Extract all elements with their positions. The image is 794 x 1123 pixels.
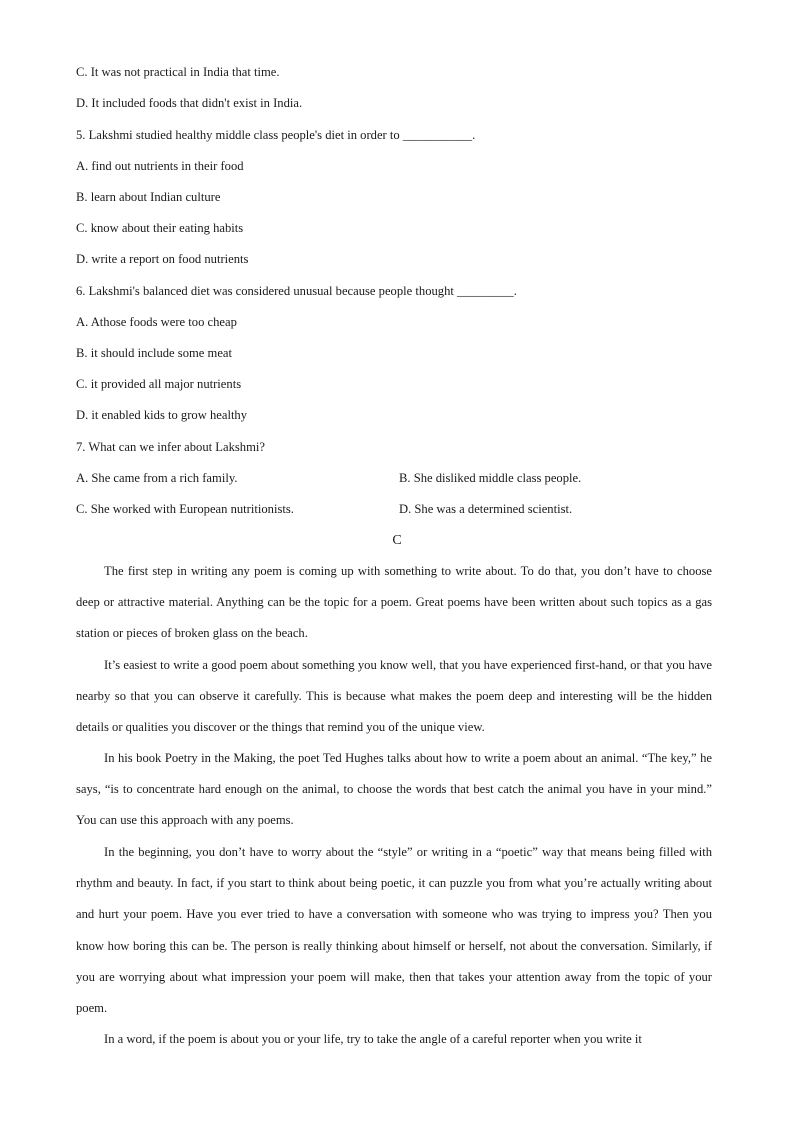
q5-question: 5. Lakshmi studied healthy middle class people's diet in order to ___________. bbox=[76, 128, 476, 142]
passage-paragraph-3: In his book Poetry in the Making, the poet Ted Hughes talks about how to write a poem about an animal. “The key,” he says, “is to concentrate hard enough on the animal, to choose the words that best catch the animal you have in your mind.” You can use this approach with any poems. bbox=[76, 751, 712, 828]
q7-option-c: C. She worked with European nutritionists. bbox=[76, 502, 294, 516]
q5-option-c: C. know about their eating habits bbox=[76, 221, 244, 235]
q5-option-b: B. learn about Indian culture bbox=[76, 190, 221, 204]
q6-option-c: C. it provided all major nutrients bbox=[76, 377, 242, 391]
passage-paragraph-2: It’s easiest to write a good poem about something you know well, that you have experienced first-hand, or that you have nearby so that you can observe it carefully. This is because what makes the poem deep and interesting will be the hidden details or qualities you discover or the things that remind you of the unique view. bbox=[76, 658, 712, 735]
q4-option-d: D. It included foods that didn't exist in India. bbox=[76, 96, 303, 110]
q7-option-a: A. She came from a rich family. bbox=[76, 471, 238, 485]
q7-question: 7. What can we infer about Lakshmi? bbox=[76, 440, 265, 454]
section-heading: C bbox=[392, 533, 402, 548]
q5-option-d: D. write a report on food nutrients bbox=[76, 252, 249, 266]
passage-paragraph-1: The first step in writing any poem is coming up with something to write about. To do that, you don’t have to choose deep or attractive material. Anything can be the topic for a poem. Great poems have been written about such topics as a gas station or pieces of broken glass on the beach. bbox=[76, 564, 712, 641]
q6-option-b: B. it should include some meat bbox=[76, 346, 233, 360]
q7-option-b: B. She disliked middle class people. bbox=[399, 471, 582, 485]
q7-option-d: D. She was a determined scientist. bbox=[399, 502, 573, 516]
q6-option-a: A. Athose foods were too cheap bbox=[76, 315, 237, 329]
q5-option-a: A. find out nutrients in their food bbox=[76, 159, 244, 173]
q6-question: 6. Lakshmi's balanced diet was considered unusual because people thought _________. bbox=[76, 284, 517, 298]
q4-option-c: C. It was not practical in India that time. bbox=[76, 65, 280, 79]
q6-option-d: D. it enabled kids to grow healthy bbox=[76, 408, 248, 422]
passage-paragraph-5: In a word, if the poem is about you or your life, try to take the angle of a careful reporter when you write it bbox=[104, 1032, 642, 1046]
passage-paragraph-4: In the beginning, you don’t have to worry about the “style” or writing in a “poetic” way that means being filled with rhythm and beauty. In fact, if you start to think about being poetic, it can puzzle you from what you’re actually writing about and hurt your poem. Have you ever tried to have a conversation with someone who was trying to impress you? Then you know how boring this can be. The person is really thinking about himself or herself, not about the conversation. Similarly, if you are worrying about what impression your poem will make, then that takes your attention away from the topic of your poem. bbox=[76, 845, 712, 1016]
